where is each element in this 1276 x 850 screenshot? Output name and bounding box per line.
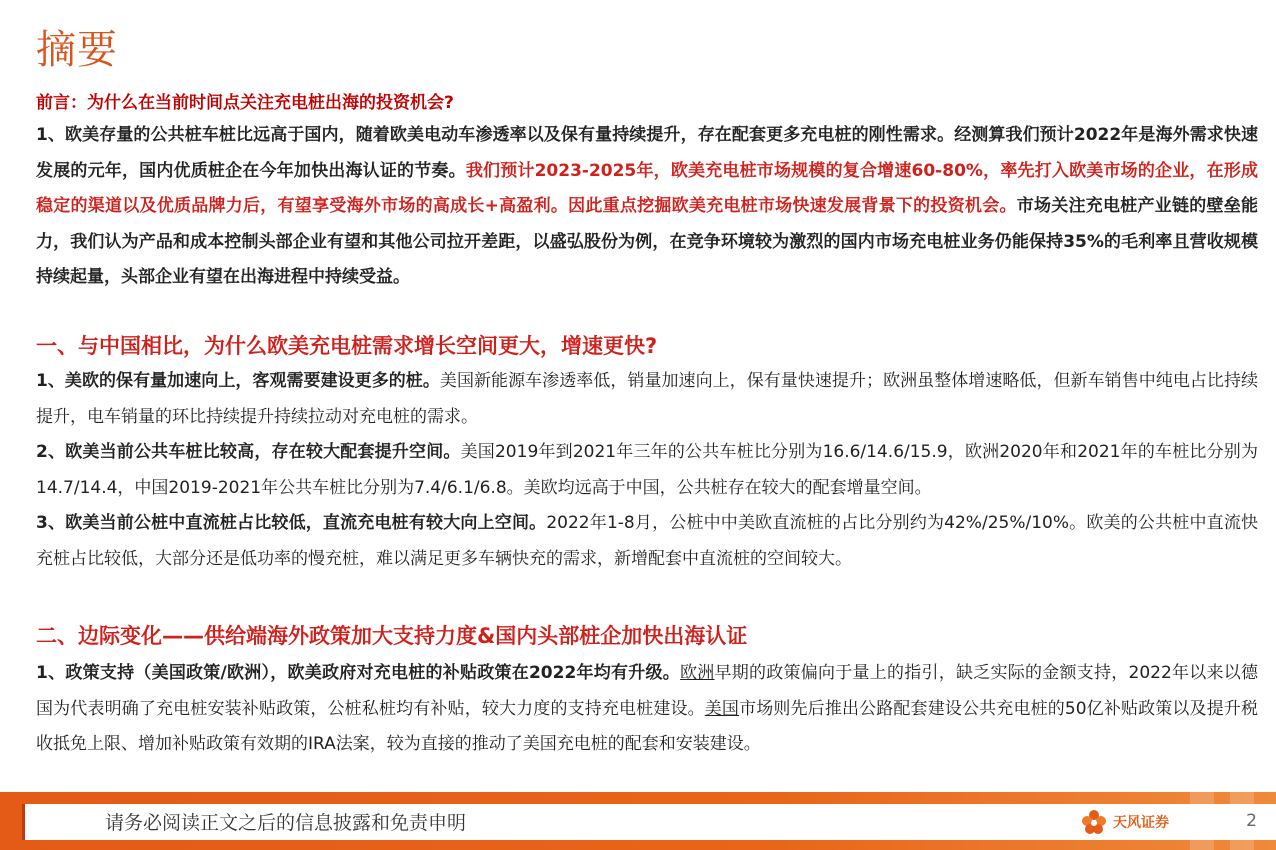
point-1-text: 美国新能源车渗透率低，销量加速向上，保有量快速提升；欧洲虽整体增速略低，但新车销售中纯电占比持续提升，电车销量的环比持续提升持续拉动对充电桩的需求。 bbox=[36, 371, 1259, 427]
point-1-lead: 1、美欧的保有量加速向上，客观需要建设更多的桩。 bbox=[36, 371, 440, 391]
point-3-text: 2022年1-8月，公桩中中美欧直流桩的占比分别约为42%/25%/10%。欧美的公共桩中直流快充桩占比较低，大部分还是低功率的慢充桩，难以满足更多车辆快充的需求，新增配套中直流桩的空间较大。 bbox=[36, 513, 1258, 569]
company-logo bbox=[1077, 804, 1217, 840]
section-1-point-2 bbox=[36, 435, 1258, 506]
page-number: 2 bbox=[1246, 811, 1257, 831]
europe-text: 早期的政策偏向于量上的指引，缺乏实际的金额支持，2022年以来以德国为代表明确了充电桩安装补贴政策，公桩私桩均有补贴，较大力度的支持充电桩建设。 bbox=[36, 663, 1259, 719]
section-2-body bbox=[36, 656, 1258, 763]
europe-label: 欧洲 bbox=[680, 663, 715, 683]
footer-bar bbox=[0, 792, 1276, 850]
preface-estimate: 经测算我们预计2022年是海外需求快速发展的元年，国内优质桩企在今年加快出海认证的节奏。 bbox=[36, 125, 1258, 181]
disclaimer-text: 请务必阅读正文之后的信息披露和免责申明 bbox=[105, 812, 467, 834]
preface-forecast: 我们预计2023-2025年，欧美充电桩市场规模的复合增速60-80%，率先打入欧美市场的企业，在形成稳定的渠道以及优质品牌力后，有望享受海外市场的高成长+高盈利。因此重点挖掘欧美充电桩市场快速发展背景下的投资机会。 bbox=[36, 160, 1259, 216]
preface-paragraph bbox=[36, 118, 1258, 296]
footer-panel bbox=[22, 804, 1276, 840]
section-1-point-1 bbox=[36, 364, 1258, 435]
section-1-point-3 bbox=[36, 506, 1258, 577]
usa-text: 市场则先后推出公路配套建设公共充电桩的50亿补贴政策以及提升税收抵免上限、增加补贴政策有效期的IRA法案，较为直接的推动了美国充电桩的配套和安装建设。 bbox=[36, 698, 1259, 754]
preface-barrier: 市场关注充电桩产业链的壁垒能力，我们认为产品和成本控制头部企业有望和其他公司拉开差距，以盛弘股份为例，在竞争环境较为激烈的国内市场充电桩业务仍能保持35%的毛利率且营收规模持续起量，头部企业有望在出海进程中持续受益。 bbox=[36, 196, 1258, 287]
point-3-lead: 3、欧美当前公桩中直流桩占比较低，直流充电桩有较大向上空间。 bbox=[36, 513, 547, 533]
policy-lead: 1、政策支持（美国政策/欧洲），欧美政府对充电桩的补贴政策在2022年均有升级。 bbox=[36, 663, 681, 683]
flower-logo-icon bbox=[1077, 805, 1111, 839]
usa-label: 美国 bbox=[704, 698, 740, 719]
point-2-lead: 2、欧美当前公共车桩比较高，存在较大配套提升空间。 bbox=[36, 442, 461, 462]
lead-question: 前言：为什么在当前时间点关注充电桩出海的投资机会? bbox=[36, 93, 454, 113]
logo-text: 天风证券 bbox=[1113, 815, 1169, 831]
section-heading-2: 二、边际变化——供给端海外政策加大支持力度&国内头部桩企加快出海认证 bbox=[36, 624, 748, 648]
page-title: 摘要 bbox=[36, 27, 118, 73]
section-1-body bbox=[36, 364, 1258, 577]
preface-point-1: 1、欧美存量的公共桩车桩比远高于国内，随着欧美电动车渗透率以及保有量持续提升，存在配套更多充电桩的刚性需求。 bbox=[36, 125, 955, 145]
point-2-text: 美国2019年到2021年三年的公共车桩比分别为16.6/14.6/15.9，欧洲2020年和2021年的车桩比分别为14.7/14.4，中国2019-2021年公共车桩比分别为7.4/6.1/6.8。美欧均远高于中国，公共桩存在较大的配套增量空间。 bbox=[36, 442, 1258, 498]
section-heading-1: 一、与中国相比，为什么欧美充电桩需求增长空间更大，增速更快? bbox=[36, 334, 658, 358]
